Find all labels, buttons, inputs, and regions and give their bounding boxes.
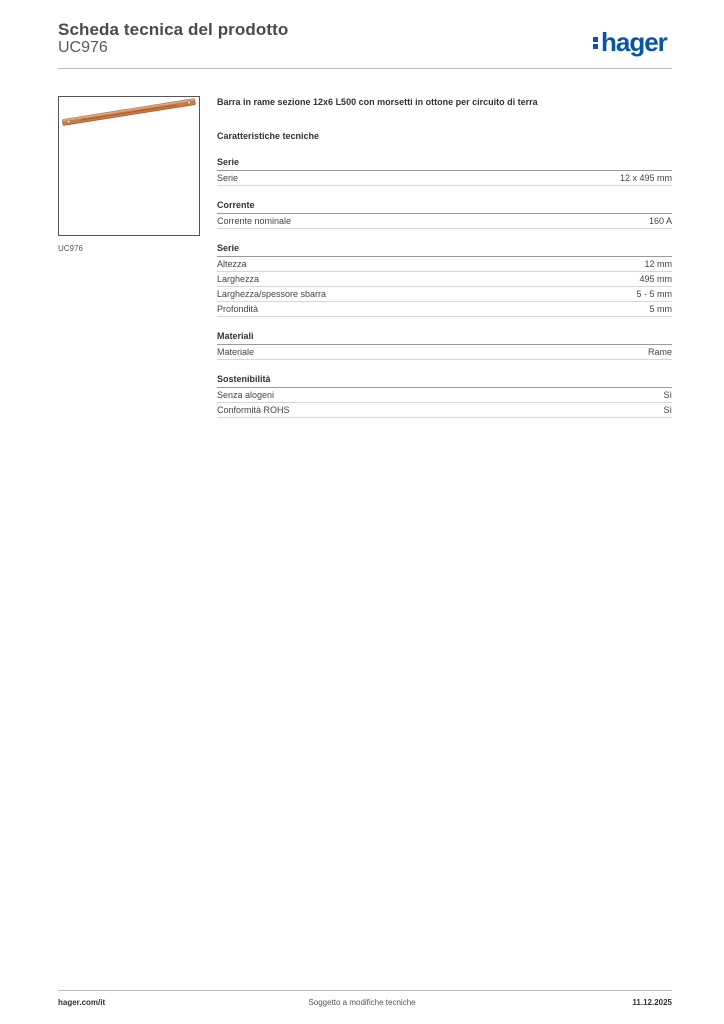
page-title: Scheda tecnica del prodotto [58,20,289,39]
spec-row [217,287,672,302]
spec-label: Profondità [217,304,259,314]
spec-value: Sì [663,405,672,415]
product-description: Barra in rame sezione 12x6 L500 con morsetti in ottone per circuito di terra [217,97,538,107]
footer-notice: Soggetto a modifiche tecniche [308,998,416,1007]
spec-row [217,403,672,418]
spec-value: 5 - 5 mm [636,289,672,299]
spec-value: 12 x 495 mm [619,173,672,183]
spec-group-title: Serie [217,157,672,171]
spec-row [217,214,672,229]
spec-label: Larghezza [217,274,260,284]
footer-website-link[interactable]: hager.com/it [58,998,106,1007]
spec-group-title: Corrente [217,200,672,214]
spec-group-title: Serie [217,243,672,257]
spec-label: Senza alogeni [217,390,275,400]
spec-group-materiali [217,331,672,360]
spec-group-serie [217,157,672,186]
spec-row [217,272,672,287]
footer-divider [58,990,672,991]
spec-row [217,302,672,317]
header-divider [58,68,672,69]
spec-row [217,171,672,186]
hager-logo [592,28,667,56]
spec-row [217,388,672,403]
footer-date: 11.12.2025 [632,998,672,1007]
spec-label: Corrente nominale [217,216,292,226]
spec-value: 12 mm [644,259,672,269]
spec-row [217,257,672,272]
spec-value: 160 A [648,216,672,226]
spec-label: Altezza [217,259,247,269]
spec-label: Serie [217,173,239,183]
spec-group-sostenibilita [217,374,672,418]
spec-group-corrente [217,200,672,229]
spec-row [217,345,672,360]
product-content [217,96,672,432]
spec-group-title: Sostenibilità [217,374,672,388]
logo-colon-icon [592,35,600,49]
spec-group-dimensioni [217,243,672,317]
product-code: UC976 [58,39,108,56]
spec-value: 495 mm [639,274,672,284]
spec-value: Rame [647,347,672,357]
spec-label: Materiale [217,347,255,357]
spec-label: Conformità ROHS [217,405,290,415]
image-caption: UC976 [58,244,83,253]
spec-value: Sì [663,390,672,400]
specs-heading: Caratteristiche tecniche [217,131,320,141]
spec-label: Larghezza/spessore sbarra [217,289,327,299]
copper-bar-image [59,97,199,235]
logo-text: hager [601,27,667,57]
product-image [58,96,200,236]
spec-value: 5 mm [649,304,672,314]
spec-group-title: Materiali [217,331,672,345]
